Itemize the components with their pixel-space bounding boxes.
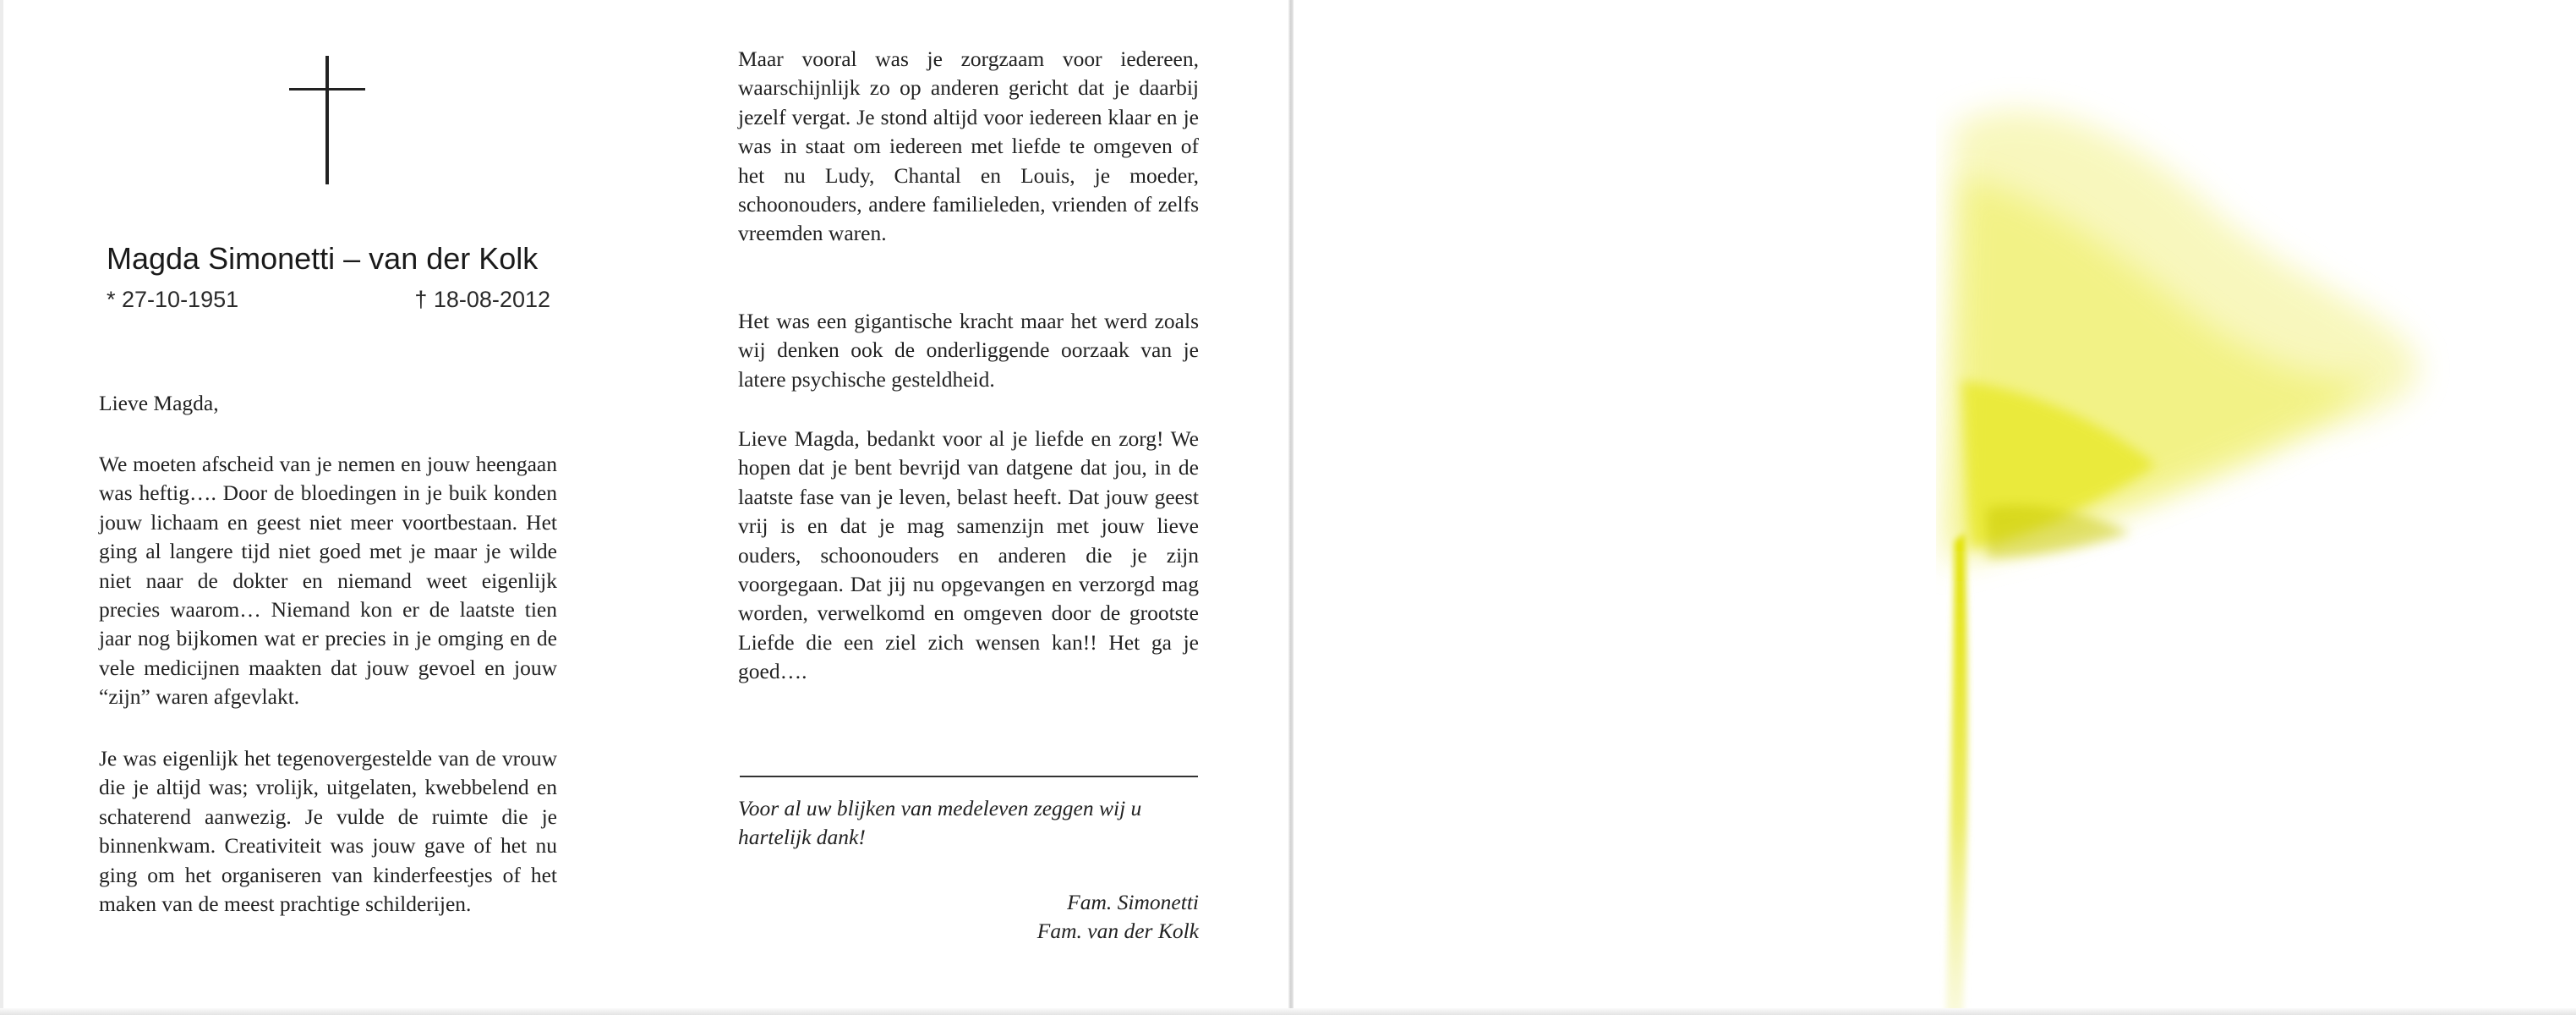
letter-salutation: Lieve Magda, — [99, 391, 219, 415]
death-date: † 18-08-2012 — [414, 287, 550, 312]
letter-paragraph: We moeten afscheid van je nemen en jouw heengaan was heftig…. Door de bloedingen in je buik konden jouw lichaam en geest niet meer voortbestaan. Het ging al langere tijd niet goed met je maar je wilde niet naar de dokter en niemand weet eigenlijk precies waarom… Niemand kon er de laatste tien jaar nog bijkomen wat er precies in je omging en de vele medicijnen maakten dat jouw gevoel en jouw “zijn” waren afgevlakt. — [99, 452, 557, 710]
birth-date: * 27-10-1951 — [107, 287, 239, 312]
card-edge — [0, 0, 3, 1015]
card-bottom-edge — [0, 1008, 2576, 1015]
cross-icon — [289, 56, 365, 184]
signature-line: Fam. Simonetti — [1067, 890, 1199, 914]
yellow-flower-image — [1936, 25, 2477, 1015]
deceased-name: Magda Simonetti – van der Kolk — [107, 241, 539, 276]
divider-line — [740, 776, 1198, 777]
letter-paragraph: Maar vooral was je zorgzaam voor iedereen, waarschijnlijk zo op anderen gericht dat je daarbij jezelf vergat. Je stond altijd voor iedereen klaar en je was in staat om iedereen met liefde te omgeven of het nu Ludy, Chantal en Louis, je moeder, schoonouders, andere familieleden, vrienden of zelfs vreemden waren. — [738, 47, 1199, 246]
letter-paragraph: Lieve Magda, bedankt voor al je liefde en zorg! We hopen dat je bent bevrijd van datgene dat jou, in de laatste fase van je leven, belast heeft. Dat jouw geest vrij is en dat je mag samenzijn met jouw lieve ouders, schoonouders en anderen die je zijn voorgegaan. Dat jij nu opgevangen en verzorgd mag worden, verwelkomd en omgeven door de grootste Liefde die een ziel zich wensen kan!! Het ga je goed…. — [738, 426, 1199, 684]
thanks-note: Voor al uw blijken van medeleven zeggen wij u hartelijk dank! — [738, 796, 1142, 850]
letter-paragraph: Je was eigenlijk het tegenovergestelde van de vrouw die je altijd was; vrolijk, uitgelaten, kwebbelend en schaterend aanwezig. Je vulde de ruimte die je binnenkwam. Creativiteit was jouw gave of het nu ging om het organiseren van kinderfeestjes of het maken van de meest prachtige schilderijen. — [99, 746, 557, 917]
signature-line: Fam. van der Kolk — [1036, 919, 1199, 943]
letter-paragraph: Het was een gigantische kracht maar het werd zoals wij denken ook de onderliggende oorzaak van je latere psychische gesteldheid. — [738, 309, 1199, 392]
card-fold — [1288, 0, 1293, 1015]
